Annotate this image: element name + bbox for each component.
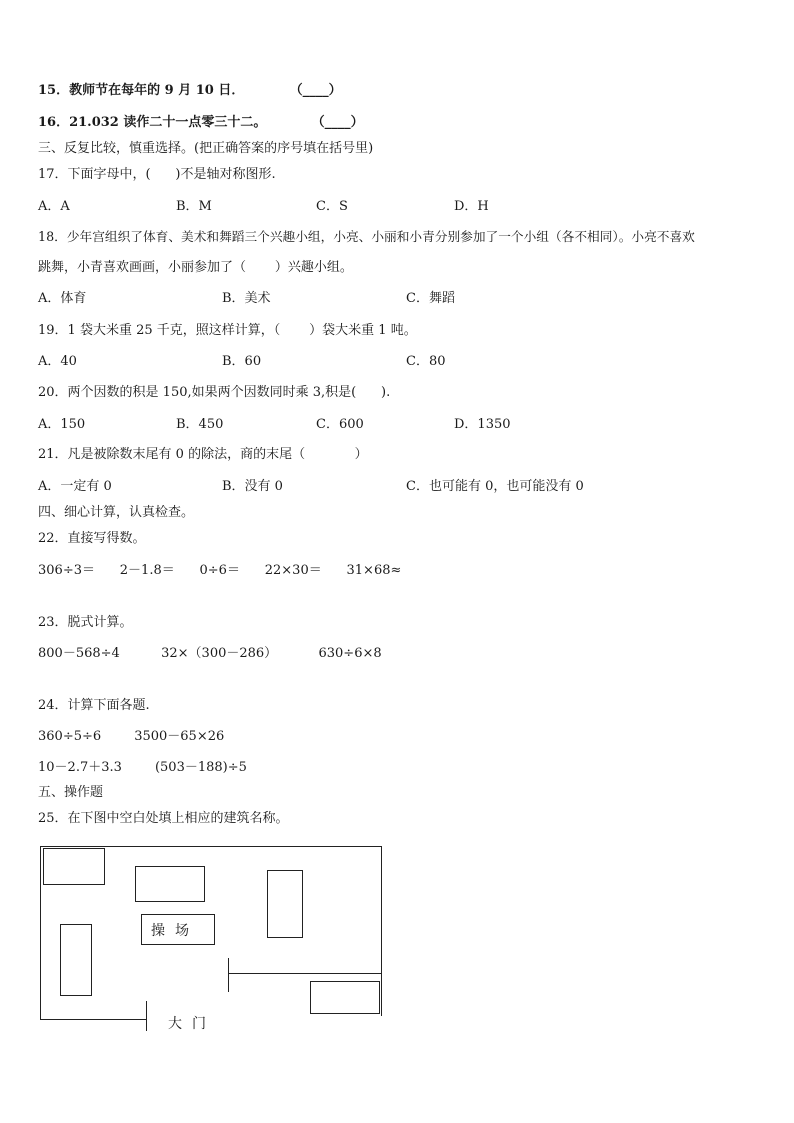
map-blank-building-top-center xyxy=(135,866,205,902)
q18-question-line2: 跳舞，小青喜欢画画，小丽参加了（ ）兴趣小组。 xyxy=(38,260,353,275)
q17-option-b: B．M xyxy=(176,199,212,214)
q18-option-a: A．体育 xyxy=(38,291,87,306)
q24-question: 24．计算下面各题. xyxy=(38,698,150,713)
section4-heading: 四、细心计算，认真检查。 xyxy=(38,505,195,520)
q20-option-b: B．450 xyxy=(176,417,224,432)
q22-question: 22．直接写得数。 xyxy=(38,531,146,546)
map-bottom-wall-left xyxy=(40,1019,146,1020)
map-blank-building-bottom-right xyxy=(310,981,380,1014)
q20-option-c: C．600 xyxy=(316,417,364,432)
map-blank-building-right-tall xyxy=(267,870,303,938)
map-playground xyxy=(141,914,215,945)
map-playground-label: 操场 xyxy=(151,923,199,939)
q15-line: 15．教师节在每年的 9 月 10 日． （____） xyxy=(38,83,342,98)
q20-option-a: A．150 xyxy=(38,417,86,432)
q19-question: 19．1 袋大米重 25 千克，照这样计算，（ ）袋大米重 1 吨。 xyxy=(38,323,417,338)
q18-question-line1: 18．少年宫组织了体育、美术和舞蹈三个兴趣小组，小亮、小丽和小青分别参加了一个小组（各不相同）。小亮不喜欢 xyxy=(38,229,695,244)
q19-option-b: B．60 xyxy=(222,354,262,369)
q17-option-d: D．H xyxy=(454,199,489,214)
q16-line: 16．21.032 读作二十一点零三十二。 （____） xyxy=(38,115,364,130)
map-inner-wall-vertical xyxy=(228,958,229,992)
map-left-wall xyxy=(40,846,41,1020)
q18-option-c: C．舞蹈 xyxy=(406,291,455,306)
q23-question: 23．脱式计算。 xyxy=(38,615,133,630)
map-blank-building-left-tall xyxy=(60,924,92,996)
section3-heading: 三、反复比较，慎重选择。(把正确答案的序号填在括号里) xyxy=(38,141,374,156)
q20-question: 20．两个因数的积是 150,如果两个因数同时乘 3,积是( ). xyxy=(38,385,391,400)
q19-option-a: A．40 xyxy=(38,354,77,369)
q21-option-b: B．没有 0 xyxy=(222,479,283,494)
map-right-wall xyxy=(381,846,382,1016)
map-blank-building-top-left xyxy=(43,848,105,885)
q17-option-a: A．A xyxy=(38,199,70,214)
q22-expressions: 306÷3＝ 2－1.8＝ 0÷6＝ 22×30＝ 31×68≈ xyxy=(38,563,402,578)
q21-option-c: C．也可能有 0，也可能没有 0 xyxy=(406,479,584,494)
q25-question: 25．在下图中空白处填上相应的建筑名称。 xyxy=(38,811,289,826)
map-inner-wall-horizontal xyxy=(228,973,382,974)
q23-expressions: 800－568÷4 32×（300－286） 630÷6×8 xyxy=(38,646,382,661)
q20-option-d: D．1350 xyxy=(454,417,511,432)
section5-heading: 五、操作题 xyxy=(38,785,104,800)
q19-option-c: C．80 xyxy=(406,354,446,369)
q21-option-a: A．一定有 0 xyxy=(38,479,112,494)
q24-expressions-row1: 360÷5÷6 3500－65×26 xyxy=(38,729,225,744)
map-top-wall xyxy=(40,846,382,847)
q18-option-b: B．美术 xyxy=(222,291,271,306)
map-gate-label: 大门 xyxy=(168,1016,216,1032)
q17-option-c: C．S xyxy=(316,199,348,214)
q21-question: 21．凡是被除数末尾有 0 的除法，商的末尾（ ） xyxy=(38,447,368,462)
map-gate-post xyxy=(146,1001,147,1031)
q24-expressions-row2: 10－2.7＋3.3 (503－188)÷5 xyxy=(38,760,247,775)
q17-question: 17．下面字母中，( )不是轴对称图形. xyxy=(38,167,276,182)
